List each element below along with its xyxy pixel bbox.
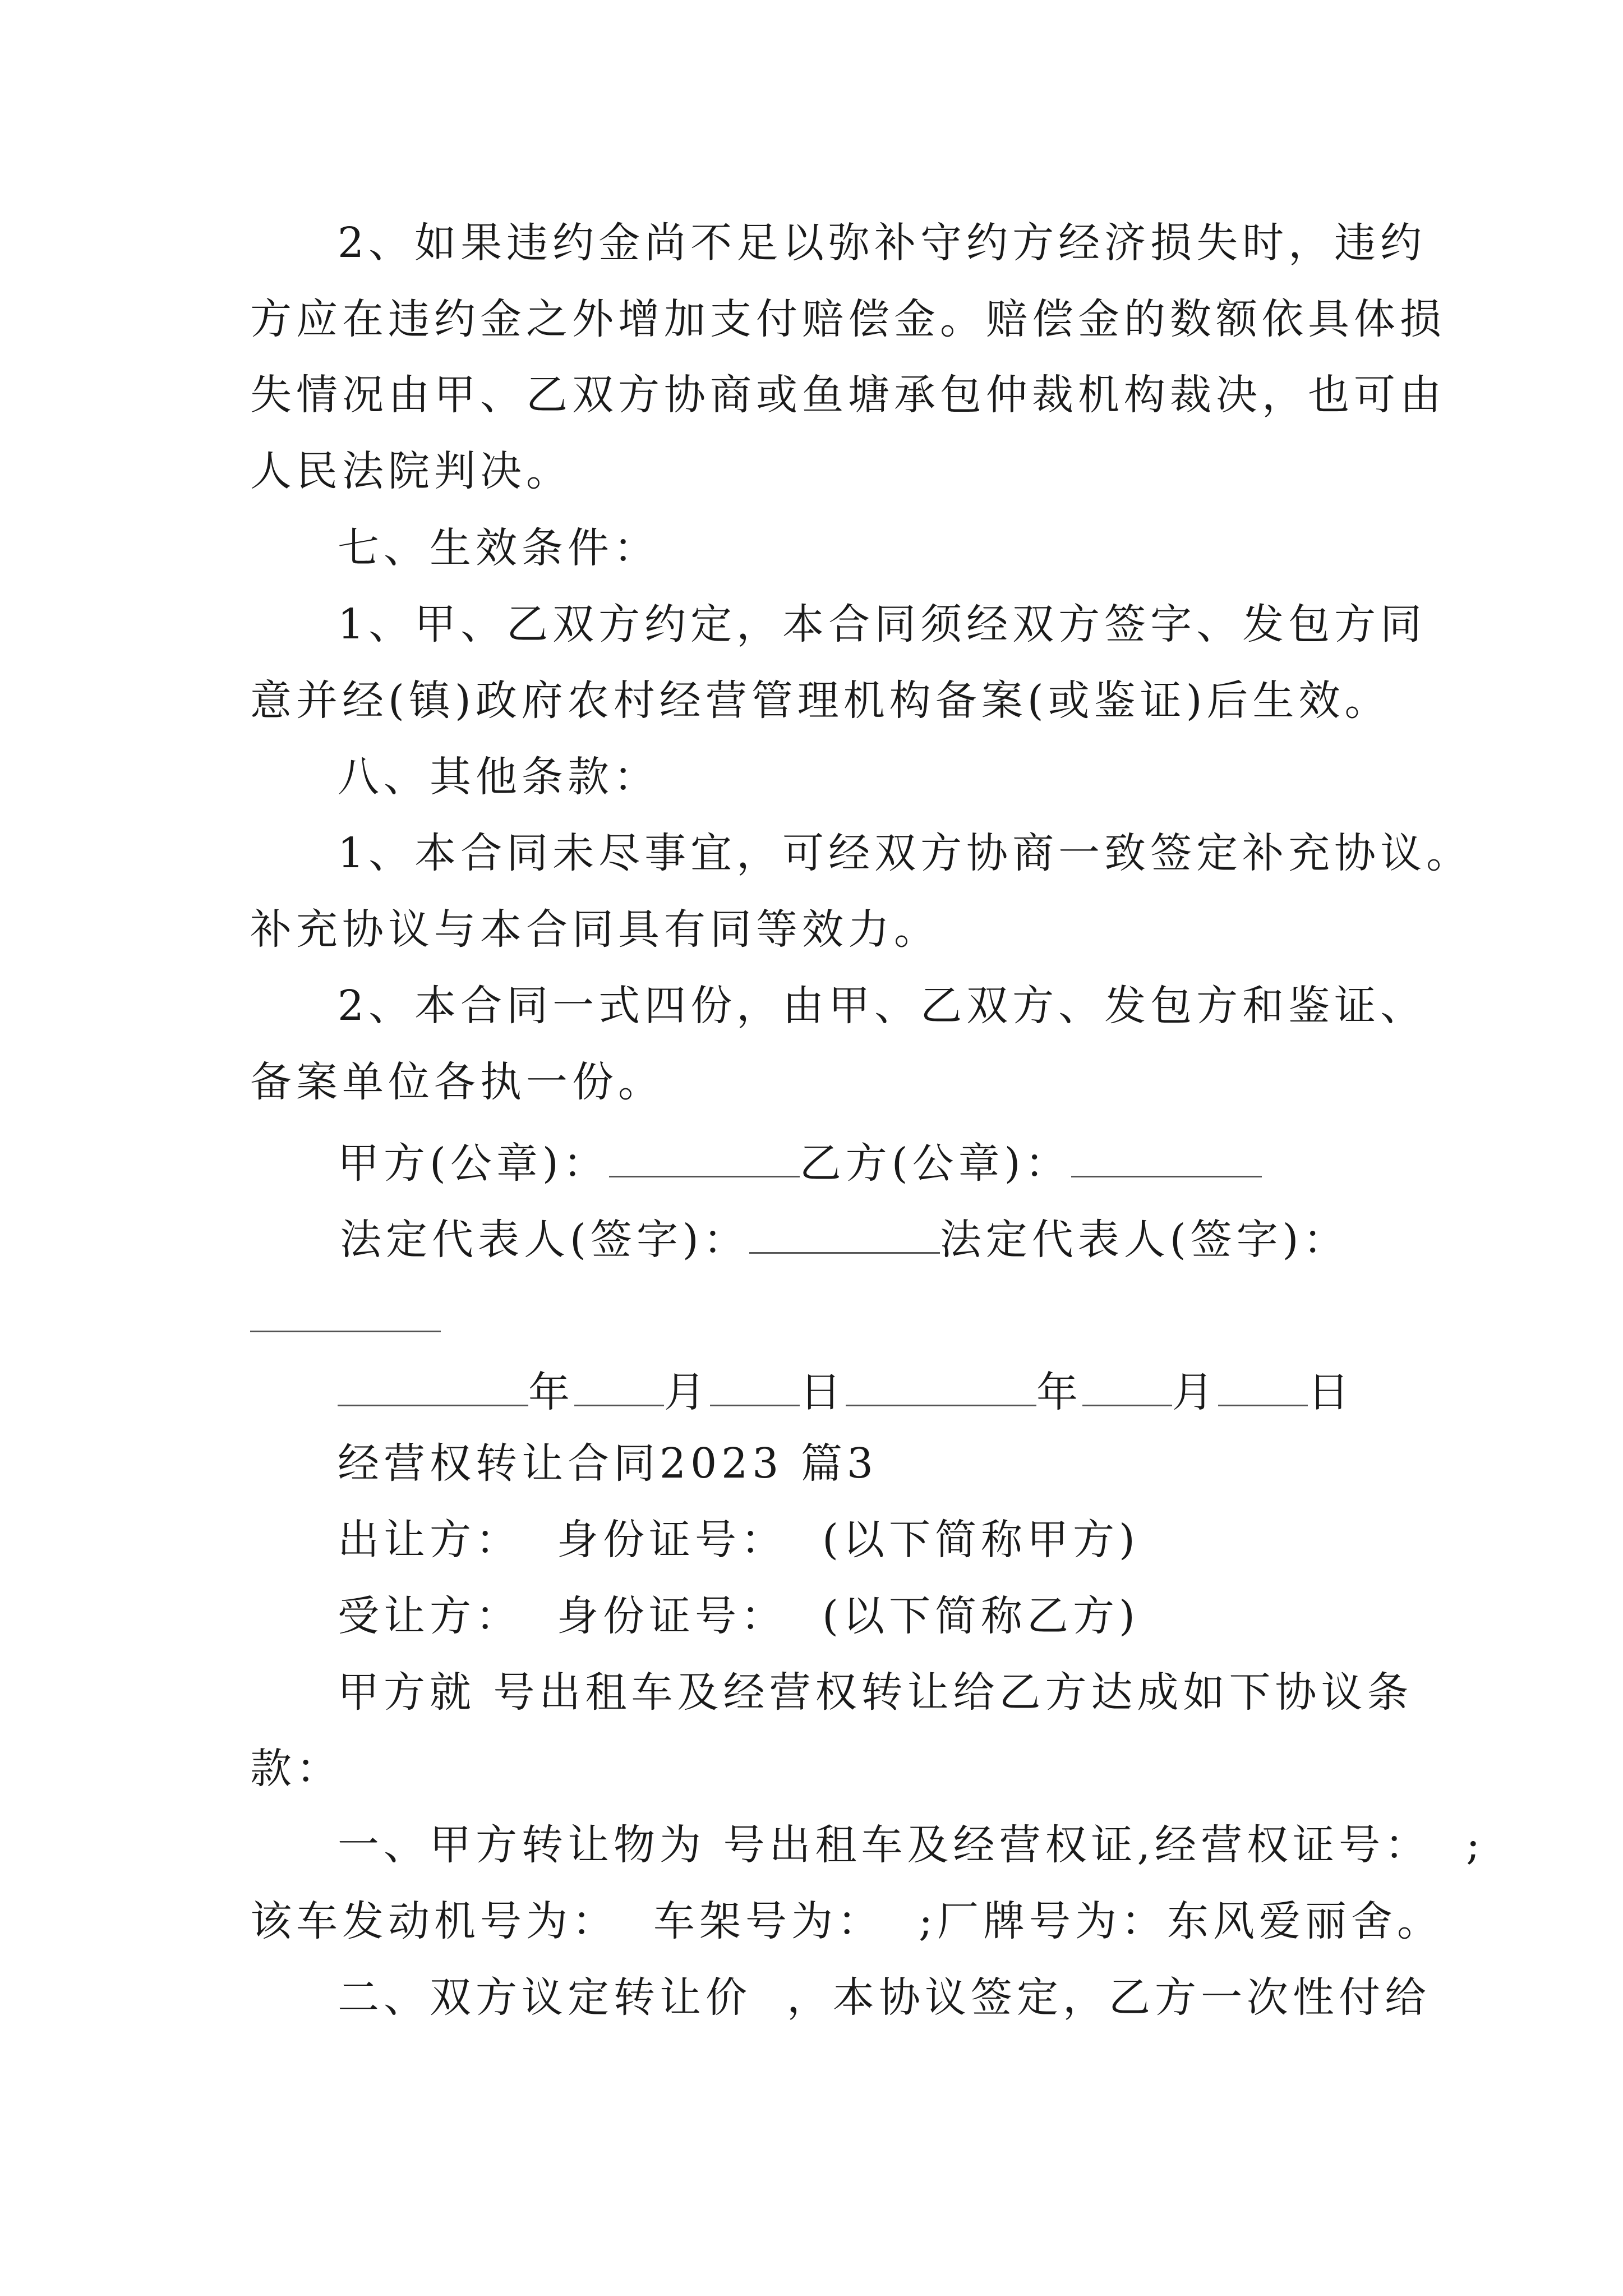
- section-heading: 七、生效条件：: [338, 524, 660, 572]
- party-a-seal-label: 甲方(公章)：: [338, 1139, 609, 1188]
- paragraph-line: 人民法院判决。: [250, 447, 572, 495]
- party-a-seal-blank: [609, 1138, 800, 1177]
- section-title: 经营权转让合同2023 篇3: [338, 1439, 878, 1488]
- year-label: 年: [1036, 1368, 1082, 1417]
- date-line: [338, 1366, 1354, 1417]
- paragraph-line: 意并经(镇)政府农村经营管理机构备案(或鉴证)后生效。: [250, 677, 1391, 725]
- paragraph-line: 方应在违约金之外增加支付赔偿金。赔偿金的数额依具体损: [250, 295, 1446, 343]
- paragraph-line: 甲方就 号出租车及经营权转让给乙方达成如下协议条: [338, 1668, 1413, 1717]
- section-heading: 八、其他条款：: [338, 753, 660, 801]
- paragraph-line: 备案单位各执一份。: [250, 1058, 664, 1106]
- representative-line: [340, 1214, 1349, 1264]
- day-blank-a: [710, 1366, 800, 1406]
- paragraph-line: 一、甲方转让物为 号出租车及经营权证,经营权证号： ;: [338, 1821, 1485, 1869]
- rep-a-label: 法定代表人(签字)：: [340, 1216, 749, 1264]
- month-blank-a: [574, 1366, 664, 1406]
- paragraph-line: 二、双方议定转让价 ，本协议签定，乙方一次性付给: [338, 1973, 1431, 2022]
- rep-b-label: 法定代表人(签字)：: [939, 1216, 1349, 1264]
- seal-line: [338, 1138, 1262, 1188]
- day-blank-b: [1218, 1366, 1308, 1406]
- rep-b-blank: [250, 1331, 441, 1332]
- year-blank-b: [846, 1366, 1036, 1406]
- month-label: 月: [664, 1368, 710, 1417]
- rep-a-blank: [749, 1214, 940, 1254]
- year-label: 年: [528, 1368, 574, 1417]
- paragraph-line: 补充协议与本合同具有同等效力。: [250, 905, 940, 954]
- month-blank-b: [1082, 1366, 1172, 1406]
- day-label: 日: [1308, 1368, 1354, 1417]
- seller-line: 出让方： 身份证号： (以下简称甲方): [338, 1516, 1140, 1564]
- day-label: 日: [800, 1368, 846, 1417]
- paragraph-line: 1、甲、乙双方约定，本合同须经双方签字、发包方同: [338, 600, 1427, 648]
- month-label: 月: [1172, 1368, 1218, 1417]
- paragraph-line: 2、本合同一式四份，由甲、乙双方、发包方和鉴证、: [338, 982, 1427, 1030]
- party-b-seal-blank: [1071, 1138, 1262, 1177]
- paragraph-line: 1、本合同未尽事宜，可经双方协商一致签定补充协议。: [338, 829, 1473, 877]
- paragraph-line: 失情况由甲、乙双方协商或鱼塘承包仲裁机构裁决，也可由: [250, 371, 1446, 419]
- paragraph-line: 款：: [250, 1745, 342, 1793]
- year-blank-a: [338, 1366, 528, 1406]
- paragraph-line: 该车发动机号为： 车架号为： ;厂牌号为：东风爱丽舍。: [250, 1897, 1444, 1945]
- party-b-seal-label: 乙方(公章)：: [799, 1139, 1071, 1188]
- paragraph-line: 2、如果违约金尚不足以弥补守约方经济损失时，违约: [338, 219, 1427, 267]
- buyer-line: 受让方： 身份证号： (以下简称乙方): [338, 1592, 1140, 1640]
